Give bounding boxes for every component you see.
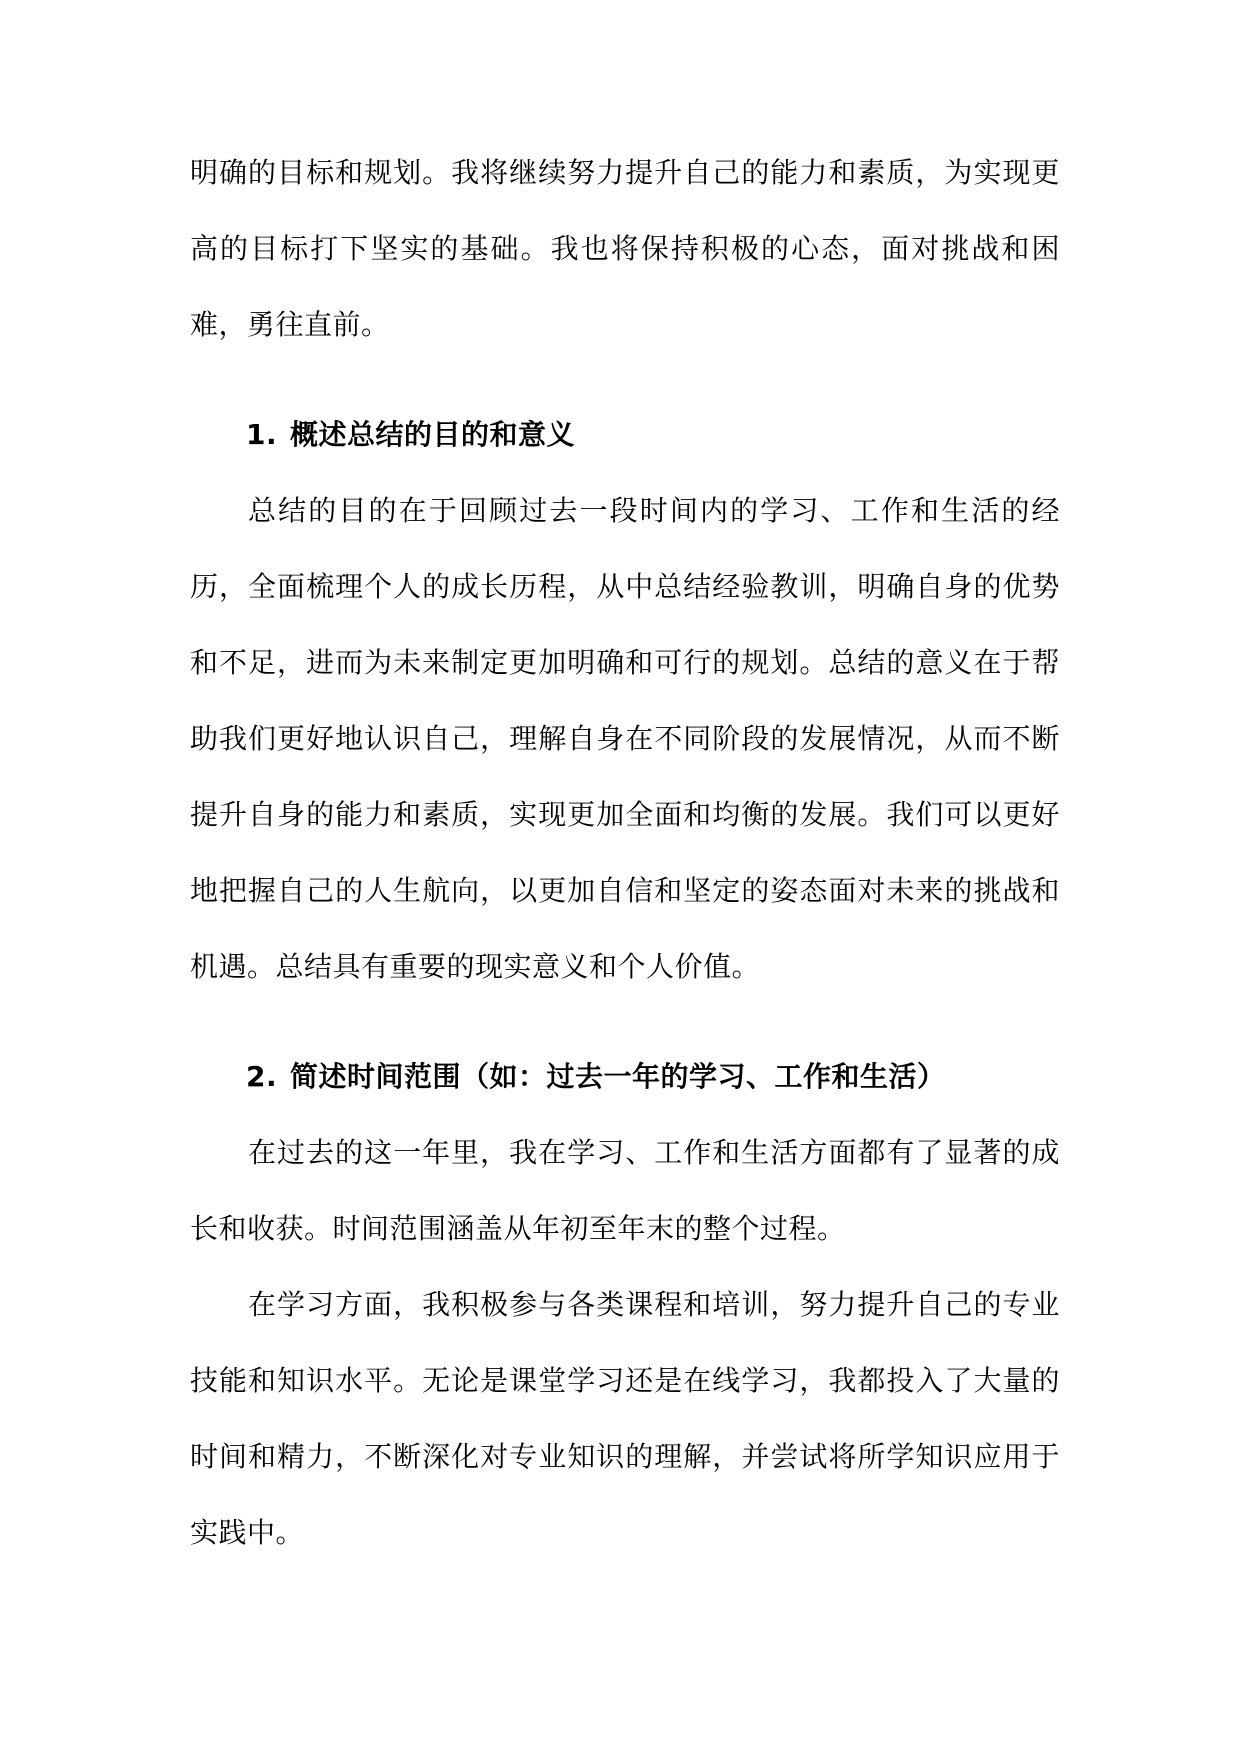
section-2-title: 简述时间范围（如：过去一年的学习、工作和生活） [290,1060,946,1093]
section-1-paragraph: 总结的目的在于回顾过去一段时间内的学习、工作和生活的经历，全面梳理个人的成长历程，从中总结经验教训，明确自身的优势和不足，进而为未来制定更加明确和可行的规划。总结的意义在于帮助我们更好地认识自己，理解自身在不同阶段的发展情况，从而不断提升自身的能力和素质，实现更加全面和均衡的发展。我们可以更好地把握自己的人生航向，以更加自信和坚定的姿态面对未来的挑战和机遇。总结具有重要的现实意义和个人价值。 [190,494,1060,983]
section-1-title: 概述总结的目的和意义 [290,418,576,451]
spacer [190,1005,1060,1039]
section-2-paragraph-1: 在过去的这一年里，我在学习、工作和生活方面都有了显著的成长和收获。时间范围涵盖从年初至年末的整个过程。 [190,1136,1060,1245]
section-1-heading [190,397,1060,473]
intro-paragraph: 明确的目标和规划。我将继续努力提升自己的能力和素质，为实现更高的目标打下坚实的基础。我也将保持积极的心态，面对挑战和困难，勇往直前。 [190,156,1060,341]
section-1-number: 1. [246,418,278,451]
section-2-paragraph-2: 在学习方面，我积极参与各类课程和培训，努力提升自己的专业技能和知识水平。无论是课堂学习还是在线学习，我都投入了大量的时间和精力，不断深化对专业知识的理解，并尝试将所学知识应用于实践中。 [190,1288,1060,1549]
section-2-number: 2. [246,1060,278,1093]
spacer [190,363,1060,397]
document-content [190,135,1060,1571]
section-2-heading [190,1039,1060,1115]
